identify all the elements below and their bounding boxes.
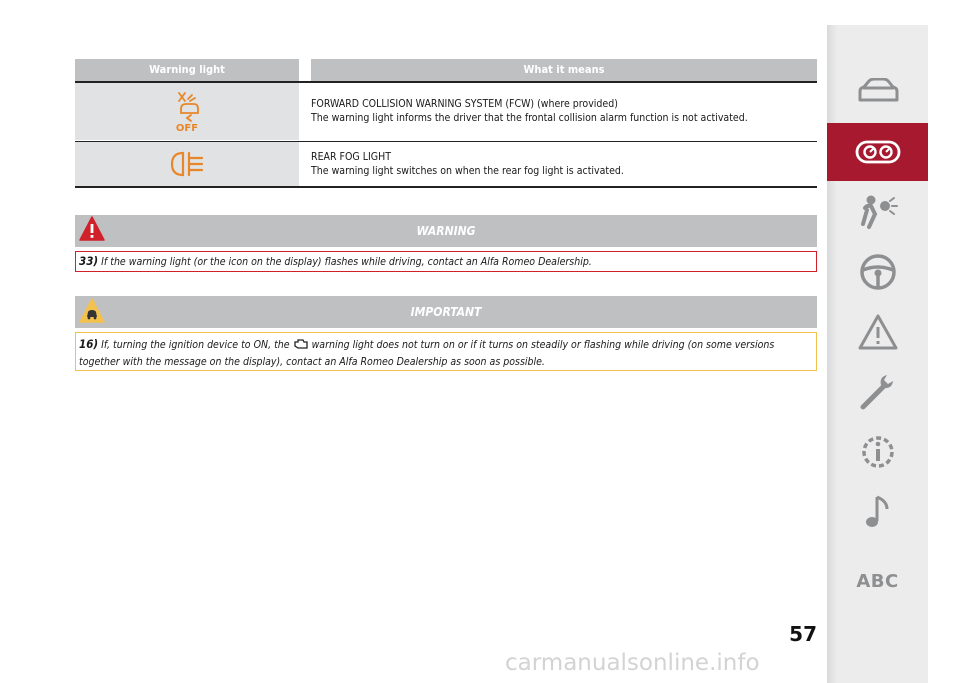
sidebar-item-driving[interactable] xyxy=(827,243,928,301)
important-box xyxy=(75,332,817,371)
important-text-after: warning light does not turn on or if it turns on steadily or flashing while driving (on some versions together with the message on the display), contact an Alfa Romeo Dealership as soon as possible. xyxy=(79,339,775,368)
warning-icon xyxy=(79,216,105,242)
dashboard-icon xyxy=(854,139,902,165)
abc-label: ABC xyxy=(856,570,899,592)
warning-number: 33) xyxy=(79,254,99,268)
table-row xyxy=(311,97,811,125)
warning-box xyxy=(75,251,817,272)
sidebar-item-index[interactable] xyxy=(827,552,928,610)
sidebar-item-emergency[interactable] xyxy=(827,303,928,361)
row-title: FORWARD COLLISION WARNING SYSTEM (FCW) (where provided) xyxy=(311,98,618,110)
important-number: 16) xyxy=(79,337,99,351)
row-description: The warning light switches on when the rear fog light is activated. xyxy=(311,165,624,177)
table-row xyxy=(311,150,811,178)
music-note-icon xyxy=(863,493,893,531)
page-number: 57 xyxy=(789,622,817,646)
sidebar-item-multimedia[interactable] xyxy=(827,483,928,541)
fcw-off-warning-icon xyxy=(173,89,201,135)
technical-data-icon xyxy=(857,431,899,473)
table-bottom-line xyxy=(75,186,817,188)
watermark: carmanualsonline.info xyxy=(505,650,760,676)
car-icon xyxy=(855,78,901,106)
important-banner xyxy=(75,296,817,328)
table-header xyxy=(75,59,817,81)
important-text-before: If, turning the ignition device to ON, the xyxy=(101,339,290,351)
sidebar-item-technical-data[interactable] xyxy=(827,423,928,481)
warning-heading: WARNING xyxy=(416,224,476,238)
important-heading: IMPORTANT xyxy=(410,305,482,319)
warning-text: If the warning light (or the icon on the display) flashes while driving, contact an Alfa Romeo Dealership. xyxy=(101,256,592,268)
sidebar-item-maintenance[interactable] xyxy=(827,363,928,421)
sidebar-item-dashboard[interactable] xyxy=(827,123,928,181)
row-description: The warning light informs the driver that the frontal collision alarm function is not activated. xyxy=(311,112,748,124)
warning-triangle-icon xyxy=(857,313,899,351)
rear-fog-light-icon xyxy=(170,151,206,177)
warning-banner xyxy=(75,215,817,247)
sidebar-item-safety[interactable] xyxy=(827,183,928,241)
row-title: REAR FOG LIGHT xyxy=(311,151,391,163)
steering-wheel-icon xyxy=(858,252,898,292)
fcw-icon-text: OFF xyxy=(175,123,199,134)
wrench-icon xyxy=(857,371,899,413)
sidebar-item-car[interactable] xyxy=(827,63,928,121)
header-what-it-means: What it means xyxy=(311,59,817,81)
airbag-person-icon xyxy=(857,194,899,230)
important-icon xyxy=(79,298,105,324)
engine-check-icon xyxy=(293,339,309,355)
header-warning-light: Warning light xyxy=(75,59,299,81)
chapter-sidebar xyxy=(827,25,928,683)
